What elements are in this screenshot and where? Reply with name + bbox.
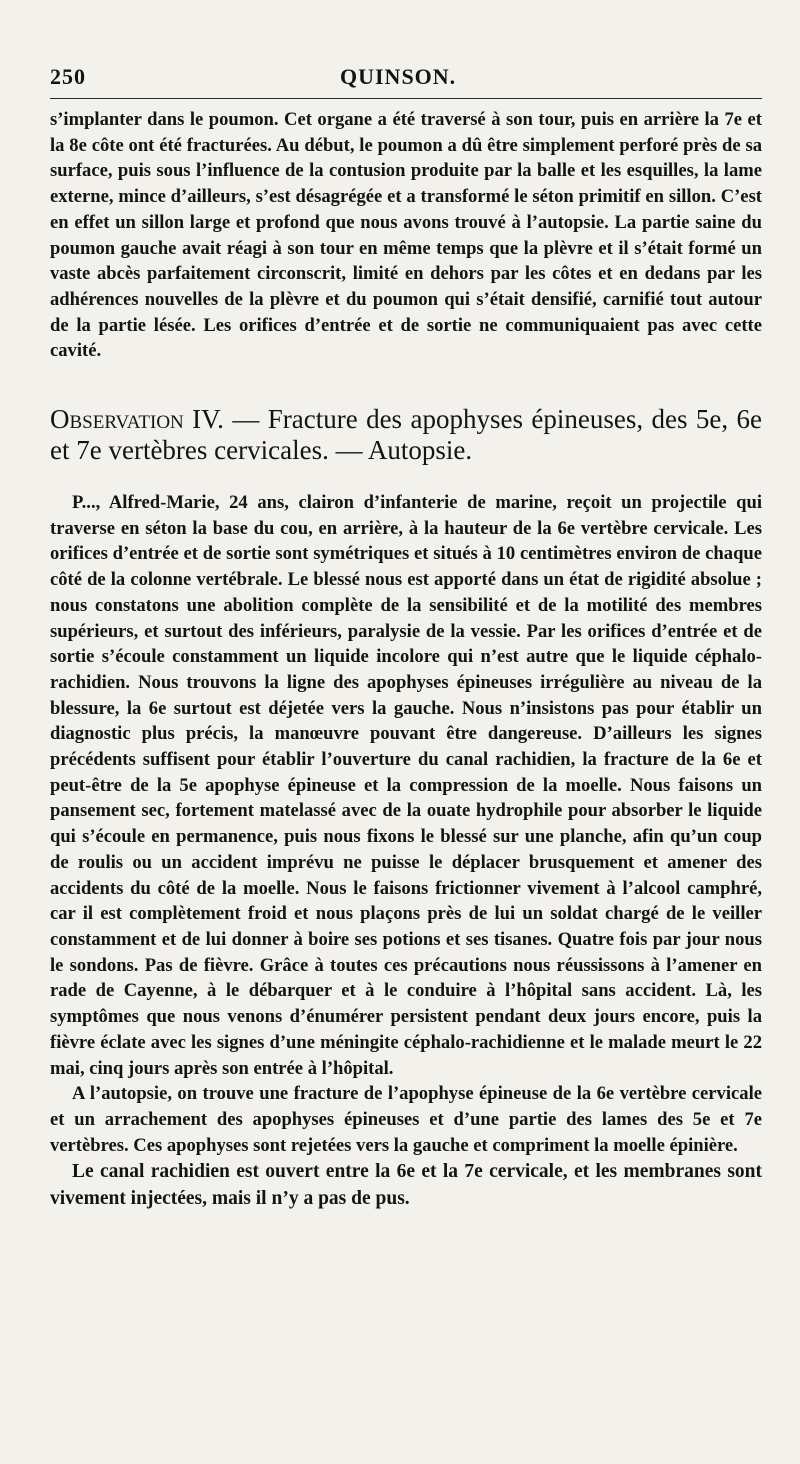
running-head bbox=[50, 64, 762, 92]
observation-title: — Fracture des apophyses épineuses, des 5e, 6e et 7e vertèbres cervicales. — Autopsie. bbox=[50, 404, 762, 466]
case-history-paragraph: P..., Alfred-Marie, 24 ans, clairon d’infanterie de marine, reçoit un projectile qui traverse en séton la base du cou, en arrière, à la hauteur de la 6e vertèbre cervicale. Les orifices d’entrée et de sortie sont symétriques et situés à 10 centimètres environ de chaque côté de la colonne vertébrale. Le blessé nous est apporté dans un état de rigidité absolue ; nous constatons une abolition complète de la sensibilité et de la motilité des membres supérieurs, et surtout des inférieurs, paralysie de la vessie. Par les orifices d’entrée et de sortie s’écoule constamment un liquide incolore qui n’est autre que le liquide céphalo-rachidien. Nous trouvons la ligne des apophyses épineuses irrégulière au niveau de la blessure, la 6e surtout est déjetée vers la gauche. Nous n’insistons pas pour établir un diagnostic plus précis, la manœuvre pouvant être dangereuse. D’ailleurs les signes précédents suffisent pour établir l’ouverture du canal rachidien, la fracture de la 6e et peut-être de la 5e apophyse épineuse et la compression de la moelle. Nous faisons un pansement sec, fortement matelassé avec de la ouate hydrophile pour absorber le liquide qui s’écoule en permanence, puis nous fixons le blessé sur une planche, afin qu’un coup de roulis ou un accident imprévu ne puisse le déplacer brusquement et amener des accidents du côté de la moelle. Nous le faisons frictionner vivement à l’alcool camphré, car il est complètement froid et nous plaçons près de lui un soldat chargé de le veiller constamment et de lui donner à boire ses potions et ses tisanes. Quatre fois par jour nous le sondons. Pas de fièvre. Grâce à toutes ces précautions nous réussissons à l’amener en rade de Cayenne, à le débarquer et à le conduire à l’hôpital sans accident. Là, les symptômes que nous venons d’énumérer persistent pendant deux jours encore, puis la fièvre éclate avec les signes d’une méningite céphalo-rachidienne et le malade meurt le 22 mai, cinq jours après son entrée à l’hôpital. bbox=[50, 492, 762, 1079]
running-title: QUINSON. bbox=[340, 64, 457, 89]
continuation-paragraph: s’implanter dans le poumon. Cet organe a été traversé à son tour, puis en arrière la 7e et la 8e côte ont été fracturées. Au début, le poumon a dû être simplement perforé près de sa surface, puis sous l’influence de la contusion produite par la balle et les esquilles, la lame externe, mince d’ailleurs, s’est désagrégée et a transformé le séton primitif en sillon. C’est en effet un sillon large et profond que nous avons trouvé à l’autopsie. La partie saine du poumon gauche avait réagi à son tour en même temps que la plèvre et il s’était formé un vaste abcès parfaitement circonscrit, limité en dehors par les côtes et en dedans par les adhérences nouvelles de la plèvre et du poumon qui s’était densifié, carnifié tout autour de la partie lésée. Les orifices d’entrée et de sortie ne communiquaient pas avec cette cavité. bbox=[50, 109, 762, 362]
page-number: 250 bbox=[50, 64, 86, 89]
observation-heading bbox=[50, 404, 762, 466]
observation-label: Observation IV. bbox=[50, 404, 224, 435]
canal-paragraph: Le canal rachidien est ouvert entre la 6e et la 7e cervicale, et les membranes sont vivement injectées, mais il n’y a pas de pus. bbox=[50, 1161, 762, 1210]
header-rule bbox=[50, 98, 762, 99]
autopsy-paragraph: A l’autopsie, on trouve une fracture de l’apophyse épineuse de la 6e vertèbre cervicale et un arrachement des apophyses épineuses et d’une partie des lames des 5e et 7e vertèbres. Ces apophyses sont rejetées vers la gauche et compriment la moelle épinière. bbox=[50, 1083, 762, 1156]
book-page bbox=[50, 64, 762, 1212]
